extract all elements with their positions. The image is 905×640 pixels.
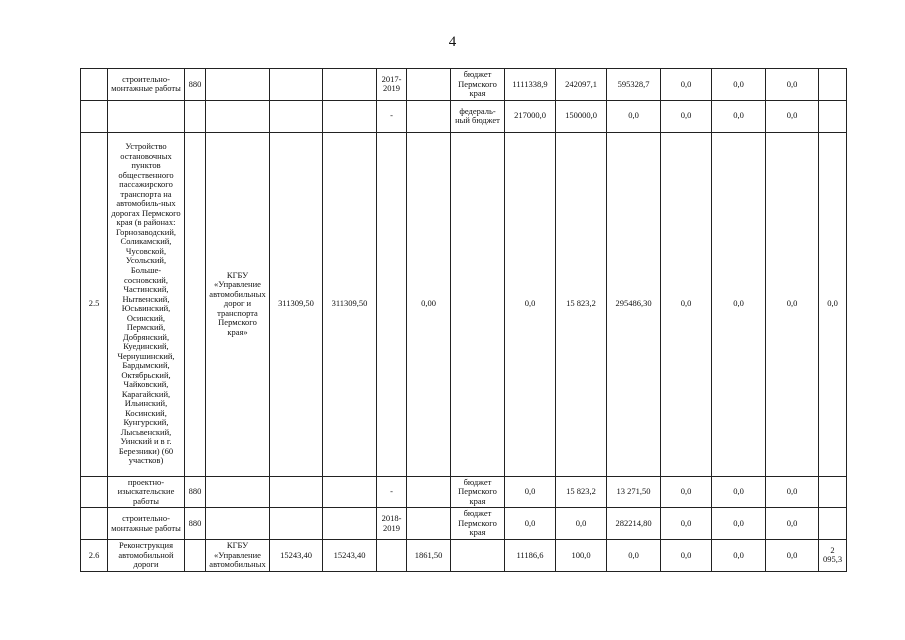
spent-cell xyxy=(407,69,451,101)
code-cell xyxy=(185,132,206,476)
activity-name-cell: проектно-изыскательские работы xyxy=(108,476,185,508)
year-1-value-cell: 0,0 xyxy=(505,508,556,540)
extra-value-cell: 2 095,3 xyxy=(819,540,847,572)
executor-cell: КГБУ «Управление автомобильных xyxy=(206,540,270,572)
cost-by-estimate-cell: 15243,40 xyxy=(323,540,377,572)
year-5-value-cell: 0,0 xyxy=(712,100,766,132)
item-number-cell: 2.6 xyxy=(81,540,108,572)
code-cell xyxy=(185,100,206,132)
extra-value-cell xyxy=(819,69,847,101)
period-cell xyxy=(377,132,407,476)
page-number: 4 xyxy=(448,34,457,50)
spent-cell xyxy=(407,508,451,540)
year-1-value-cell: 1111338,9 xyxy=(505,69,556,101)
period-cell: 2018-2019 xyxy=(377,508,407,540)
spent-cell xyxy=(407,100,451,132)
cost-by-estimate-cell: 311309,50 xyxy=(323,132,377,476)
period-cell: 2017-2019 xyxy=(377,69,407,101)
executor-cell xyxy=(206,476,270,508)
activity-name-cell: Устройство остановочных пунктов общественного пассажирского транспорта на автомобиль-ных дорогах Пермского края (в районах: Горнозаводский, Соликамский, Чусовской, Усольский, Больше-сосновский, Частинский, Нытвенский, Юсьвинский, Осинский, Пермский, Добрянский, Куединский, Чернушинский, Бардымский, Октябрьский, Чайковский, Карагайский, Ильинский, Косинский, Кунгурский, Лысьвенский, Уинский и в г. Березники) (60 участков) xyxy=(108,132,185,476)
year-1-value-cell: 0,0 xyxy=(505,132,556,476)
year-1-value-cell: 0,0 xyxy=(505,476,556,508)
funding-source-cell xyxy=(451,540,505,572)
year-3-value-cell: 282214,80 xyxy=(607,508,661,540)
year-6-value-cell: 0,0 xyxy=(766,69,819,101)
cost-by-estimate-cell xyxy=(323,508,377,540)
code-cell: 880 xyxy=(185,476,206,508)
total-cost-cell: 15243,40 xyxy=(270,540,323,572)
total-cost-cell xyxy=(270,476,323,508)
item-number-cell: 2.5 xyxy=(81,132,108,476)
funding-source-cell: бюджет Пермского края xyxy=(451,476,505,508)
item-number-cell xyxy=(81,508,108,540)
year-6-value-cell: 0,0 xyxy=(766,476,819,508)
executor-cell xyxy=(206,69,270,101)
code-cell xyxy=(185,540,206,572)
period-cell: - xyxy=(377,100,407,132)
year-2-value-cell: 15 823,2 xyxy=(556,132,607,476)
year-1-value-cell: 11186,6 xyxy=(505,540,556,572)
year-4-value-cell: 0,0 xyxy=(661,476,712,508)
executor-cell xyxy=(206,100,270,132)
item-number-cell xyxy=(81,69,108,101)
year-5-value-cell: 0,0 xyxy=(712,69,766,101)
year-2-value-cell: 242097,1 xyxy=(556,69,607,101)
cost-by-estimate-cell xyxy=(323,100,377,132)
period-cell: - xyxy=(377,476,407,508)
spent-cell: 1861,50 xyxy=(407,540,451,572)
year-4-value-cell: 0,0 xyxy=(661,540,712,572)
code-cell: 880 xyxy=(185,508,206,540)
funding-source-cell: федераль-ный бюджет xyxy=(451,100,505,132)
funding-source-cell xyxy=(451,132,505,476)
year-5-value-cell: 0,0 xyxy=(712,132,766,476)
executor-cell xyxy=(206,508,270,540)
activity-name-cell: строительно-монтажные работы xyxy=(108,508,185,540)
funding-source-cell: бюджет Пермского края xyxy=(451,508,505,540)
year-3-value-cell: 295486,30 xyxy=(607,132,661,476)
row-smr-2018-2019 xyxy=(81,508,847,540)
year-6-value-cell: 0,0 xyxy=(766,100,819,132)
row-2-6-road-reconstruction xyxy=(81,540,847,572)
year-1-value-cell: 217000,0 xyxy=(505,100,556,132)
year-2-value-cell: 0,0 xyxy=(556,508,607,540)
item-number-cell xyxy=(81,100,108,132)
row-2-5-bus-stops xyxy=(81,132,847,476)
year-6-value-cell: 0,0 xyxy=(766,540,819,572)
total-cost-cell xyxy=(270,69,323,101)
year-6-value-cell: 0,0 xyxy=(766,132,819,476)
year-4-value-cell: 0,0 xyxy=(661,69,712,101)
extra-value-cell xyxy=(819,508,847,540)
row-design-survey-works xyxy=(81,476,847,508)
total-cost-cell xyxy=(270,508,323,540)
executor-cell: КГБУ «Управление автомобильных дорог и транспорта Пермского края» xyxy=(206,132,270,476)
extra-value-cell: 0,0 xyxy=(819,132,847,476)
year-5-value-cell: 0,0 xyxy=(712,476,766,508)
item-number-cell xyxy=(81,476,108,508)
year-3-value-cell: 13 271,50 xyxy=(607,476,661,508)
cost-by-estimate-cell xyxy=(323,69,377,101)
code-cell: 880 xyxy=(185,69,206,101)
row-smr-2017-2019 xyxy=(81,69,847,101)
year-5-value-cell: 0,0 xyxy=(712,508,766,540)
activity-name-cell xyxy=(108,100,185,132)
period-cell xyxy=(377,540,407,572)
funding-source-cell: бюджет Пермского края xyxy=(451,69,505,101)
year-3-value-cell: 595328,7 xyxy=(607,69,661,101)
activity-name-cell: Реконструкция автомобильной дороги xyxy=(108,540,185,572)
year-2-value-cell: 15 823,2 xyxy=(556,476,607,508)
row-federal-budget xyxy=(81,100,847,132)
year-3-value-cell: 0,0 xyxy=(607,540,661,572)
year-5-value-cell: 0,0 xyxy=(712,540,766,572)
cost-by-estimate-cell xyxy=(323,476,377,508)
spent-cell: 0,00 xyxy=(407,132,451,476)
extra-value-cell xyxy=(819,476,847,508)
year-6-value-cell: 0,0 xyxy=(766,508,819,540)
year-2-value-cell: 100,0 xyxy=(556,540,607,572)
total-cost-cell: 311309,50 xyxy=(270,132,323,476)
year-2-value-cell: 150000,0 xyxy=(556,100,607,132)
year-4-value-cell: 0,0 xyxy=(661,100,712,132)
year-4-value-cell: 0,0 xyxy=(661,508,712,540)
budget-table xyxy=(80,68,847,572)
activity-name-cell: строительно-монтажные работы xyxy=(108,69,185,101)
year-4-value-cell: 0,0 xyxy=(661,132,712,476)
extra-value-cell xyxy=(819,100,847,132)
spent-cell xyxy=(407,476,451,508)
year-3-value-cell: 0,0 xyxy=(607,100,661,132)
total-cost-cell xyxy=(270,100,323,132)
